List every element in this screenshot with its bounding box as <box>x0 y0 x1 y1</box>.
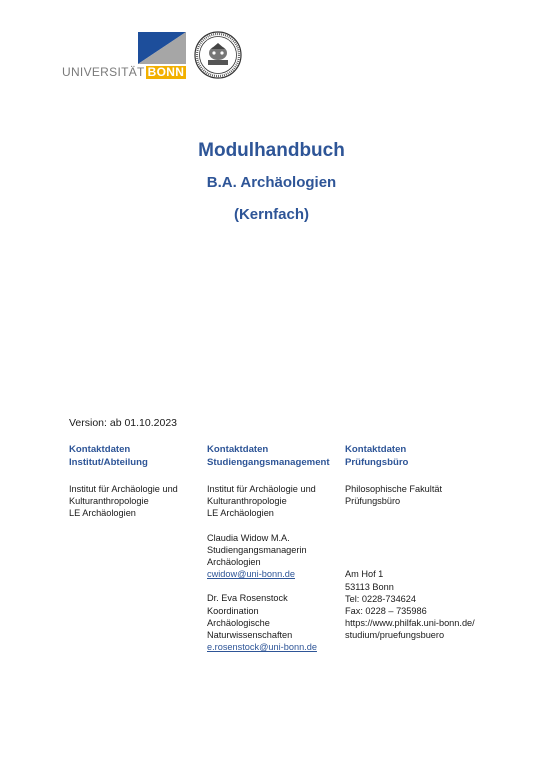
university-bonn-logo-icon <box>138 32 186 64</box>
contact-email-link[interactable]: e.rosenstock@uni-bonn.de <box>207 642 317 653</box>
contact-role: Naturwissenschaften <box>207 630 293 641</box>
address-line: Kulturanthropologie <box>207 496 287 507</box>
page-subtitle: B.A. Archäologien <box>206 174 337 191</box>
page-subtitle-2: (Kernfach) <box>233 206 309 223</box>
contact-column-studiengangsmanagement <box>207 443 339 653</box>
website-url: https://www.philfak.uni-bonn.de/ <box>345 618 475 629</box>
column-heading-line-2: Institut/Abteilung <box>69 457 148 468</box>
website-url-cont: studium/pruefungsbuero <box>345 630 445 641</box>
column-heading <box>345 443 505 469</box>
address-line: Kulturanthropologie <box>69 496 149 507</box>
version-text: Version: ab 01.10.2023 <box>69 417 178 429</box>
column-heading <box>207 443 339 469</box>
contact-column-pruefungsbuero <box>345 443 505 642</box>
contact-name: Dr. Eva Rosenstock <box>207 593 288 604</box>
contact-role: Koordination <box>207 605 259 616</box>
address-line: LE Archäologien <box>207 508 274 519</box>
address-line: Prüfungsbüro <box>345 496 401 507</box>
address-line: Philosophische Fakultät <box>345 484 443 494</box>
address-line: LE Archäologien <box>69 508 136 519</box>
logo-wordmark <box>62 66 186 79</box>
logo-word-bonn: BONN <box>147 65 185 79</box>
fax-number: Fax: 0228 – 735986 <box>345 606 427 617</box>
postal-address: 53113 Bonn <box>345 581 394 592</box>
university-bonn-logo <box>62 32 186 80</box>
contact-email-link[interactable]: cwidow@uni-bonn.de <box>207 569 295 580</box>
contact-role: Studiengangsmanagerin <box>207 544 307 555</box>
contact-role: Archäologien <box>207 557 261 568</box>
column-heading-line-1: Kontaktdaten <box>207 444 269 455</box>
address-line: Institut für Archäologie und <box>207 484 316 494</box>
contact-role: Archäologische <box>207 617 270 628</box>
column-heading-line-1: Kontaktdaten <box>69 444 131 455</box>
contact-name: Claudia Widow M.A. <box>207 532 290 543</box>
university-seal-icon <box>194 31 242 79</box>
logo-word-universitaet: UNIVERSITÄT <box>62 65 145 79</box>
contact-column-institut <box>69 443 201 520</box>
column-heading-line-2: Studiengangsmanagement <box>207 457 330 468</box>
column-heading <box>69 443 201 469</box>
column-heading-line-2: Prüfungsbüro <box>345 457 409 468</box>
phone-number: Tel: 0228-734624 <box>345 593 417 604</box>
street-address: Am Hof 1 <box>345 569 384 580</box>
column-heading-line-1: Kontaktdaten <box>345 444 407 455</box>
address-line: Institut für Archäologie und <box>69 484 178 494</box>
page-title: Modulhandbuch <box>198 140 345 161</box>
document-title-block <box>0 138 543 225</box>
